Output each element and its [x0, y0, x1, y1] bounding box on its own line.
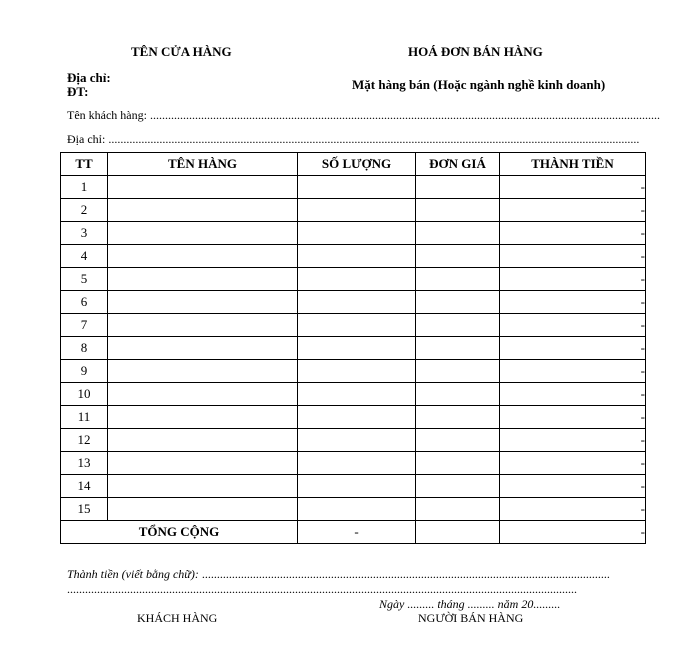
amount-in-words-dots: ........................................................................................................................................: [201, 567, 610, 581]
item-name-cell: [108, 245, 298, 268]
total-row: [61, 521, 646, 544]
total-unit-price: [416, 521, 500, 544]
customer-signature-label: KHÁCH HÀNG: [137, 611, 218, 625]
customer-address-label: Địa chỉ:: [67, 132, 106, 146]
goods-category-line: Mặt hàng bán (Hoặc ngành nghề kinh doanh): [352, 77, 606, 92]
quantity-cell: [298, 291, 416, 314]
unit-price-cell: [416, 291, 500, 314]
item-name-cell: [108, 475, 298, 498]
quantity-cell: [298, 176, 416, 199]
table-header-row: [61, 153, 646, 176]
item-name-cell: [108, 452, 298, 475]
row-number: 7: [61, 314, 108, 337]
table-row: [61, 498, 646, 521]
date-line: Ngày ......... tháng ......... năm 20.........: [379, 597, 561, 611]
unit-price-cell: [416, 406, 500, 429]
col-header-item-name: TÊN HÀNG: [108, 153, 298, 176]
item-name-cell: [108, 360, 298, 383]
quantity-cell: [298, 268, 416, 291]
row-number: 14: [61, 475, 108, 498]
seller-signature-label: NGƯỜI BÁN HÀNG: [418, 611, 524, 625]
item-name-cell: [108, 199, 298, 222]
amount-cell: -: [500, 176, 646, 199]
amount-cell: -: [500, 245, 646, 268]
amount-cell: -: [500, 429, 646, 452]
item-name-cell: [108, 429, 298, 452]
quantity-cell: [298, 314, 416, 337]
amount-in-words-row: [67, 567, 610, 582]
item-name-cell: [108, 337, 298, 360]
unit-price-cell: [416, 429, 500, 452]
store-address-label: Địa chỉ:: [67, 70, 111, 85]
amount-cell: -: [500, 222, 646, 245]
table-row: [61, 475, 646, 498]
unit-price-cell: [416, 360, 500, 383]
amount-cell: -: [500, 337, 646, 360]
unit-price-cell: [416, 176, 500, 199]
row-number: 10: [61, 383, 108, 406]
table-row: [61, 314, 646, 337]
amount-cell: -: [500, 498, 646, 521]
quantity-cell: [298, 498, 416, 521]
row-number: 12: [61, 429, 108, 452]
customer-name-row: [67, 108, 660, 123]
amount-cell: -: [500, 360, 646, 383]
amount-cell: -: [500, 406, 646, 429]
customer-address-row: [67, 132, 640, 147]
table-row: [61, 176, 646, 199]
table-row: [61, 291, 646, 314]
table-row: [61, 222, 646, 245]
row-number: 5: [61, 268, 108, 291]
amount-cell: -: [500, 314, 646, 337]
row-number: 1: [61, 176, 108, 199]
amount-cell: -: [500, 268, 646, 291]
invoice-table: [60, 152, 646, 544]
total-quantity: -: [298, 521, 416, 544]
amount-in-words-second-line: ..........................................................................................................................................................................: [67, 582, 577, 596]
row-number: 6: [61, 291, 108, 314]
total-amount: -: [500, 521, 646, 544]
table-row: [61, 337, 646, 360]
unit-price-cell: [416, 452, 500, 475]
table-row: [61, 406, 646, 429]
row-number: 9: [61, 360, 108, 383]
table-row: [61, 452, 646, 475]
unit-price-cell: [416, 498, 500, 521]
col-header-quantity: SỐ LƯỢNG: [298, 153, 416, 176]
amount-in-words-label: Thành tiền (viết bằng chữ):: [67, 567, 199, 581]
quantity-cell: [298, 383, 416, 406]
quantity-cell: [298, 337, 416, 360]
quantity-cell: [298, 452, 416, 475]
row-number: 2: [61, 199, 108, 222]
unit-price-cell: [416, 268, 500, 291]
unit-price-cell: [416, 245, 500, 268]
item-name-cell: [108, 383, 298, 406]
row-number: 15: [61, 498, 108, 521]
item-name-cell: [108, 406, 298, 429]
quantity-cell: [298, 245, 416, 268]
row-number: 3: [61, 222, 108, 245]
table-row: [61, 268, 646, 291]
amount-cell: -: [500, 475, 646, 498]
amount-cell: -: [500, 291, 646, 314]
customer-address-dots: .................................................................................................................................................................................: [108, 132, 640, 146]
item-name-cell: [108, 291, 298, 314]
table-row: [61, 199, 646, 222]
quantity-cell: [298, 475, 416, 498]
quantity-cell: [298, 429, 416, 452]
store-name-heading: TÊN CỬA HÀNG: [131, 44, 232, 59]
amount-cell: -: [500, 199, 646, 222]
unit-price-cell: [416, 475, 500, 498]
quantity-cell: [298, 406, 416, 429]
table-row: [61, 429, 646, 452]
table-row: [61, 383, 646, 406]
unit-price-cell: [416, 337, 500, 360]
table-row: [61, 360, 646, 383]
quantity-cell: [298, 222, 416, 245]
invoice-title: HOÁ ĐƠN BÁN HÀNG: [408, 44, 543, 59]
col-header-unit-price: ĐƠN GIÁ: [416, 153, 500, 176]
customer-name-dots: ..........................................................................................................................................................................: [149, 108, 660, 122]
quantity-cell: [298, 199, 416, 222]
total-label: TỔNG CỘNG: [61, 521, 298, 544]
row-number: 8: [61, 337, 108, 360]
item-name-cell: [108, 498, 298, 521]
unit-price-cell: [416, 199, 500, 222]
unit-price-cell: [416, 383, 500, 406]
amount-cell: -: [500, 383, 646, 406]
table-row: [61, 245, 646, 268]
item-name-cell: [108, 222, 298, 245]
row-number: 4: [61, 245, 108, 268]
item-name-cell: [108, 314, 298, 337]
quantity-cell: [298, 360, 416, 383]
customer-name-label: Tên khách hàng:: [67, 108, 147, 122]
item-name-cell: [108, 268, 298, 291]
store-phone-label: ĐT:: [67, 84, 89, 99]
col-header-amount: THÀNH TIỀN: [500, 153, 646, 176]
unit-price-cell: [416, 314, 500, 337]
col-header-tt: TT: [61, 153, 108, 176]
item-name-cell: [108, 176, 298, 199]
amount-cell: -: [500, 452, 646, 475]
row-number: 13: [61, 452, 108, 475]
row-number: 11: [61, 406, 108, 429]
unit-price-cell: [416, 222, 500, 245]
